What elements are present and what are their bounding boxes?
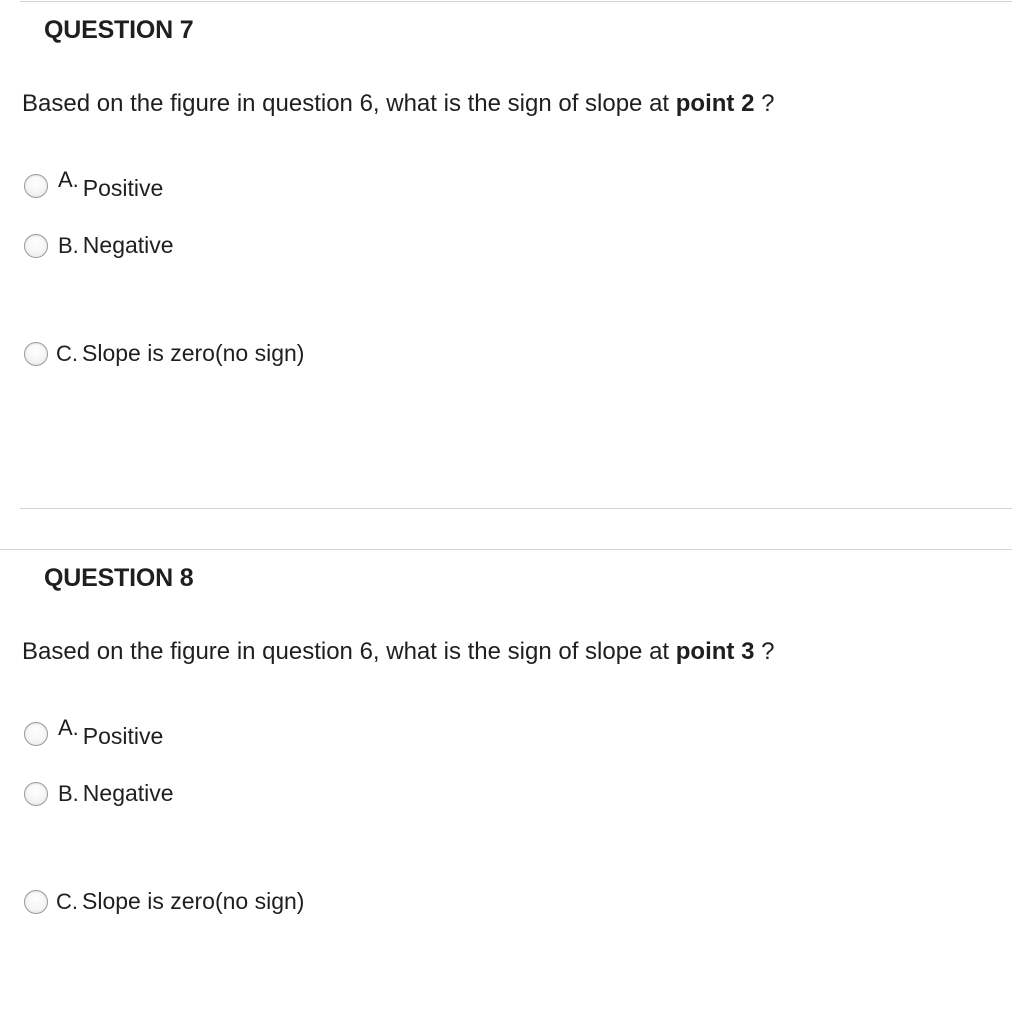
option-c[interactable] xyxy=(24,340,304,367)
question-divider xyxy=(0,549,1012,550)
question-text xyxy=(22,90,774,118)
option-letter: A. xyxy=(58,166,79,192)
question-text-main: Based on the figure in question 6, what is the sign of slope at xyxy=(22,638,676,665)
option-label: Positive xyxy=(82,723,164,749)
option-letter: C. xyxy=(56,340,78,366)
question-text xyxy=(22,638,774,666)
question-text-end: ? xyxy=(754,638,775,665)
question-divider xyxy=(20,508,1012,509)
option-label: Negative xyxy=(82,780,174,806)
top-divider xyxy=(20,1,1012,2)
radio-button[interactable] xyxy=(24,342,48,366)
option-letter: B. xyxy=(58,232,79,258)
option-letter: B. xyxy=(58,780,79,806)
radio-button[interactable] xyxy=(24,722,48,746)
question-text-point: point 2 xyxy=(675,90,755,117)
radio-button[interactable] xyxy=(24,890,48,914)
question-text-end: ? xyxy=(754,90,775,117)
option-label: Positive xyxy=(82,175,164,201)
radio-button[interactable] xyxy=(24,782,48,806)
radio-button[interactable] xyxy=(24,174,48,198)
option-a[interactable] xyxy=(24,714,164,749)
option-a[interactable] xyxy=(24,166,164,201)
option-b[interactable] xyxy=(24,780,174,807)
question-text-point: point 3 xyxy=(675,638,755,665)
option-c[interactable] xyxy=(24,888,304,915)
question-text-main: Based on the figure in question 6, what is the sign of slope at xyxy=(22,90,676,117)
question-heading: QUESTION 8 xyxy=(44,564,194,592)
option-label: Slope is zero(no sign) xyxy=(82,340,305,366)
option-label: Negative xyxy=(82,232,174,258)
radio-button[interactable] xyxy=(24,234,48,258)
option-letter: C. xyxy=(56,888,78,914)
option-label: Slope is zero(no sign) xyxy=(82,888,305,914)
option-letter: A. xyxy=(58,714,79,740)
option-b[interactable] xyxy=(24,232,174,259)
question-heading: QUESTION 7 xyxy=(44,16,194,44)
